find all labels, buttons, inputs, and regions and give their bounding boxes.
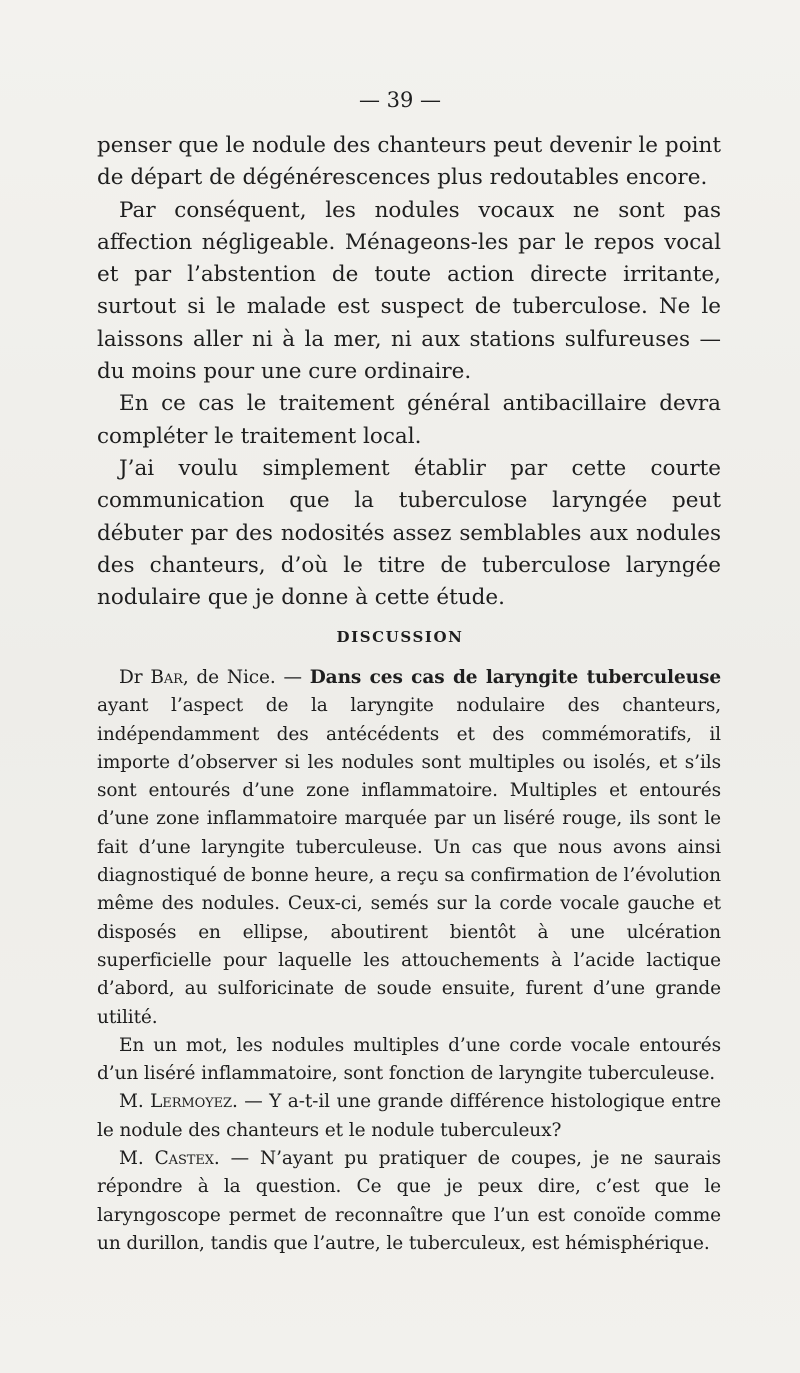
- lermoyez-prefix: M.: [119, 1091, 151, 1113]
- paragraph-3: En ce cas le traitement général antibacillaire devra compléter le traitement local.: [97, 391, 721, 449]
- discussion-text: [97, 664, 721, 1258]
- page-number: — 39 —: [358, 88, 442, 112]
- castex-prefix: M.: [119, 1148, 155, 1170]
- bar-lead: Dans ces cas de laryngite tuberculeuse: [309, 667, 721, 688]
- speaker-title: Dr: [119, 667, 143, 688]
- discussion-lermoyez-paragraph: [97, 1088, 721, 1145]
- paragraph-4: J’ai voulu simplement établir par cette courte communication que la tuberculose laryngée peut débuter par des nodosités assez semblables aux nodules des chanteurs, d’où le titre de tuberculose laryngée nodulaire que je donne à cette étude.: [97, 455, 721, 611]
- lermoyez-text: . — Y a-t-il une grande différence histologique entre le nodule des chanteurs et le nodule tuberculeux?: [97, 1091, 721, 1141]
- paragraph-1: penser que le nodule des chanteurs peut devenir le point de départ de dégénérescences plus redoutables encore.: [97, 133, 721, 191]
- discussion-heading: DISCUSSION: [336, 628, 464, 646]
- discussion-castex-paragraph: [97, 1145, 721, 1258]
- castex-text: . — N’ayant pu pratiquer de coupes, je ne saurais répondre à la question. Ce que je peux dire, c’est que le laryngoscope permet de reconnaître que l’un est conoïde comme un durillon, tandis que l’autre, le tuberculeux, est hémisphérique.: [97, 1148, 721, 1254]
- discussion-bar-paragraph: [97, 664, 721, 1032]
- speaker-place: , de Nice. —: [182, 667, 310, 688]
- speaker-castex: Castex: [154, 1148, 214, 1170]
- discussion-paragraph-2: En un mot, les nodules multiples d’une corde vocale entourés d’un liséré inflammatoire, sont fonction de laryngite tuberculeuse.: [97, 1034, 721, 1085]
- paragraph-2: Par conséquent, les nodules vocaux ne sont pas affection négligeable. Ménageons-les par le repos vocal et par l’abstention de toute action directe irritante, surtout si le malade est suspect de tuberculose. Ne le laissons aller ni à la mer, ni aux stations sulfureuses — du moins pour une cure ordinaire.: [97, 197, 721, 385]
- bar-text: ayant l’aspect de la laryngite nodulaire des chanteurs, indépendamment des antécédents et des commémoratifs, il importe d’observer si les nodules sont multiples ou isolés, et s’ils sont entourés d’une zone inflammatoire. Multiples et entourés d’une zone inflammatoire marquée par un liséré rouge, ils sont le fait d’une laryngite tuberculeuse. Un cas que nous avons ainsi diagnostiqué de bonne heure, a reçu sa confirmation de l’évolution même des nodules. Ceux-ci, semés sur la corde vocale gauche et disposés en ellipse, aboutirent bientôt à une ulcération superficielle pour laquelle les attouchements à l’acide lactique d’abord, au sulforicinate de soude ensuite, furent d’une grande utilité.: [97, 695, 721, 1028]
- speaker-bar: Bar: [150, 667, 183, 688]
- main-text: [97, 130, 721, 614]
- speaker-lermoyez: Lermoyez: [150, 1091, 232, 1113]
